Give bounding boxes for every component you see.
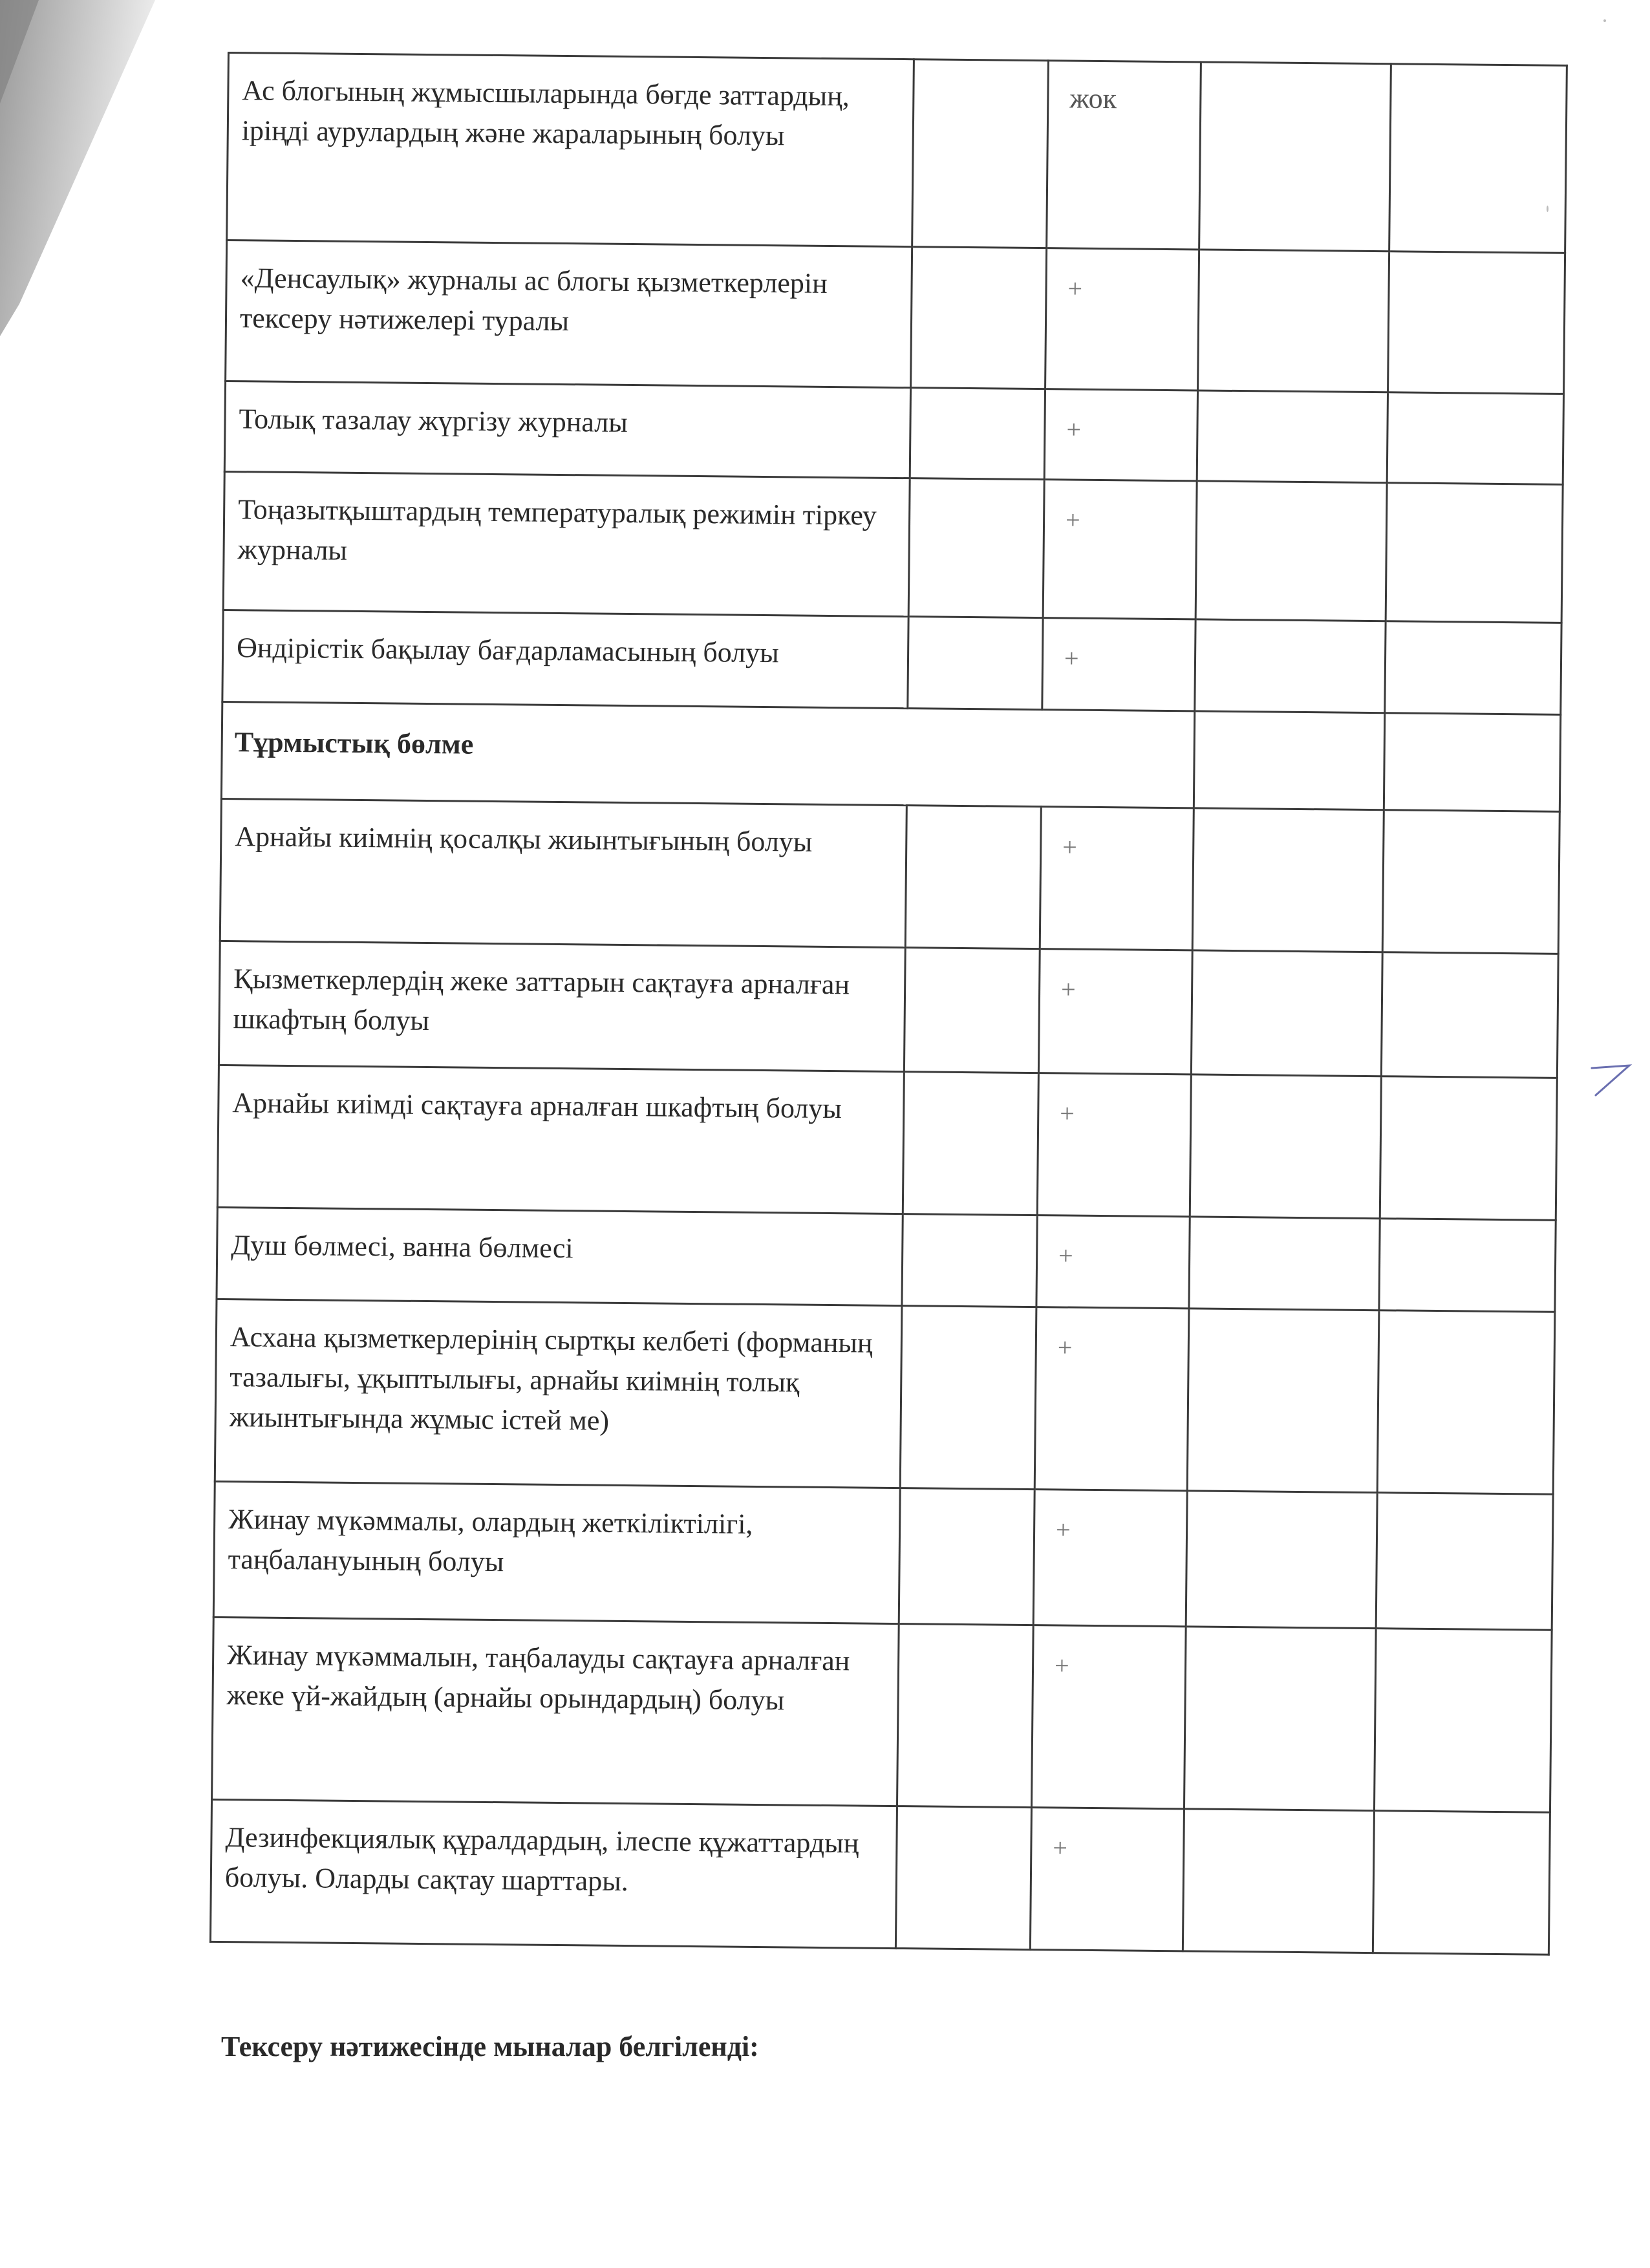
checklist-cell — [1385, 621, 1561, 715]
checklist-mark: + — [1040, 807, 1194, 950]
checklist-mark: + — [1034, 1307, 1189, 1491]
checklist-cell — [904, 948, 1040, 1073]
table-row — [219, 941, 1558, 1078]
checklist-item-label: Арнайы киімнің қосалқы жиынтығының болуы — [220, 798, 906, 947]
checklist-cell — [1186, 1491, 1377, 1629]
inspection-checklist-table — [209, 52, 1568, 1956]
checklist-cell — [1189, 1217, 1380, 1311]
checklist-cell — [1191, 950, 1382, 1076]
table-row — [227, 53, 1567, 253]
checklist-cell — [1379, 1219, 1556, 1312]
checklist-mark: + — [1036, 1215, 1190, 1309]
checklist-cell — [1377, 1311, 1555, 1495]
checklist-cell — [1380, 1076, 1557, 1221]
checklist-cell — [1187, 1309, 1379, 1493]
checklist-item-label: Толық тазалау жүргізу журналы — [224, 381, 910, 478]
checklist-cell — [1374, 1629, 1552, 1813]
checklist-item-label: Өндірістік бақылау бағдарламасының болуы — [222, 610, 908, 708]
checklist-cell — [1389, 64, 1567, 253]
checklist-item-label: Ас блогының жұмысшыларында бөгде заттардың, іріңді аурулардың және жараларының болуы — [227, 53, 914, 247]
section-title: Тұрмыстық бөлме — [221, 701, 1194, 808]
checklist-cell — [895, 1806, 1031, 1950]
checklist-cell — [1195, 481, 1387, 621]
checklist-cell — [1386, 483, 1563, 623]
pen-tick-mark — [1589, 1060, 1634, 1099]
table-row — [222, 610, 1561, 714]
checklist-cell — [1197, 390, 1388, 483]
table-row — [226, 241, 1565, 394]
checklist-cell — [1382, 810, 1559, 954]
checklist-cell — [903, 1072, 1038, 1215]
scan-speck — [1547, 206, 1548, 212]
checklist-item-label: Жинау мүкәммалы, олардың жеткіліктілігі, таңбалануының болуы — [213, 1481, 900, 1623]
checklist-cell — [1192, 808, 1384, 952]
checklist-mark: + — [1031, 1625, 1186, 1809]
checklist-cell — [910, 388, 1045, 480]
checklist-mark: жок — [1047, 61, 1201, 250]
checklist-cell — [900, 1306, 1036, 1490]
checklist-cell — [1198, 250, 1389, 392]
checklist-cell — [1194, 711, 1384, 810]
checklist-cell — [1373, 1811, 1550, 1955]
checklist-cell — [1190, 1075, 1381, 1219]
checklist-cell — [902, 1214, 1037, 1307]
section-header-row — [221, 701, 1560, 811]
checklist-cell — [1199, 62, 1391, 251]
checklist-cell — [1195, 619, 1386, 713]
checklist-item-label: Арнайы киімді сақтауға арналған шкафтың болуы — [217, 1065, 904, 1214]
table-row — [213, 1481, 1553, 1630]
checklist-mark: + — [1033, 1490, 1187, 1627]
checklist-cell — [1384, 713, 1560, 812]
checklist-cell — [897, 1624, 1033, 1808]
checklist-cell — [912, 59, 1049, 248]
checklist-cell — [1387, 392, 1563, 485]
checklist-mark: + — [1030, 1808, 1184, 1951]
checklist-item-label: «Денсаулық» журналы ас блогы қызметкерлерін тексеру нәтижелері туралы — [226, 241, 912, 388]
table-row — [210, 1799, 1550, 1954]
checklist-cell — [1388, 251, 1565, 394]
checklist-mark: + — [1038, 949, 1192, 1075]
table-row — [224, 381, 1563, 484]
checklist-cell — [1381, 952, 1558, 1078]
checklist-cell — [911, 247, 1047, 389]
table-row — [223, 471, 1563, 623]
folded-corner-shadow — [0, 0, 168, 336]
table-row — [220, 798, 1559, 954]
table-row — [217, 1207, 1556, 1312]
checklist-cell — [899, 1488, 1034, 1625]
checklist-cell — [905, 806, 1041, 949]
checklist-item-label: Тоңазытқыштардың температуралық режимін тіркеу журналы — [223, 471, 910, 616]
checklist-item-label: Қызметкерлердің жеке заттарын сақтауға арналған шкафтың болуы — [219, 941, 905, 1071]
checklist-mark: + — [1044, 389, 1197, 481]
checklist-mark: + — [1043, 480, 1197, 619]
table-row — [215, 1299, 1555, 1494]
checklist-mark: + — [1037, 1073, 1191, 1217]
checklist-mark: + — [1045, 248, 1199, 390]
scan-speck — [1603, 19, 1606, 22]
checklist-item-label: Асхана қызметкерлерінің сыртқы келбеті (форманың тазалығы, ұқыптылығы, арнайы киімнің толық жиынтығында жұмыс істей ме) — [215, 1299, 902, 1488]
checklist-mark: + — [1042, 618, 1195, 711]
checklist-item-label: Душ бөлмесі, ванна бөлмесі — [217, 1207, 903, 1305]
table-row — [217, 1065, 1557, 1220]
checklist-item-label: Жинау мүкәммалын, таңбалауды сақтауға арналған жеке үй-жайдың (арнайы орындардың) болуы — [212, 1617, 899, 1806]
checklist-cell — [1376, 1493, 1553, 1631]
checklist-item-label: Дезинфекциялық құралдардың, ілеспе құжаттардың болуы. Оларды сақтау шарттары. — [210, 1799, 897, 1948]
checklist-cell — [908, 617, 1043, 710]
checklist-cell — [1184, 1627, 1376, 1811]
checklist-cell — [908, 478, 1044, 618]
inspection-results-heading: Тексеру нәтижесінде мыналар белгіленді: — [221, 2031, 759, 2062]
checklist-cell — [1183, 1809, 1374, 1953]
table-row — [212, 1617, 1552, 1812]
